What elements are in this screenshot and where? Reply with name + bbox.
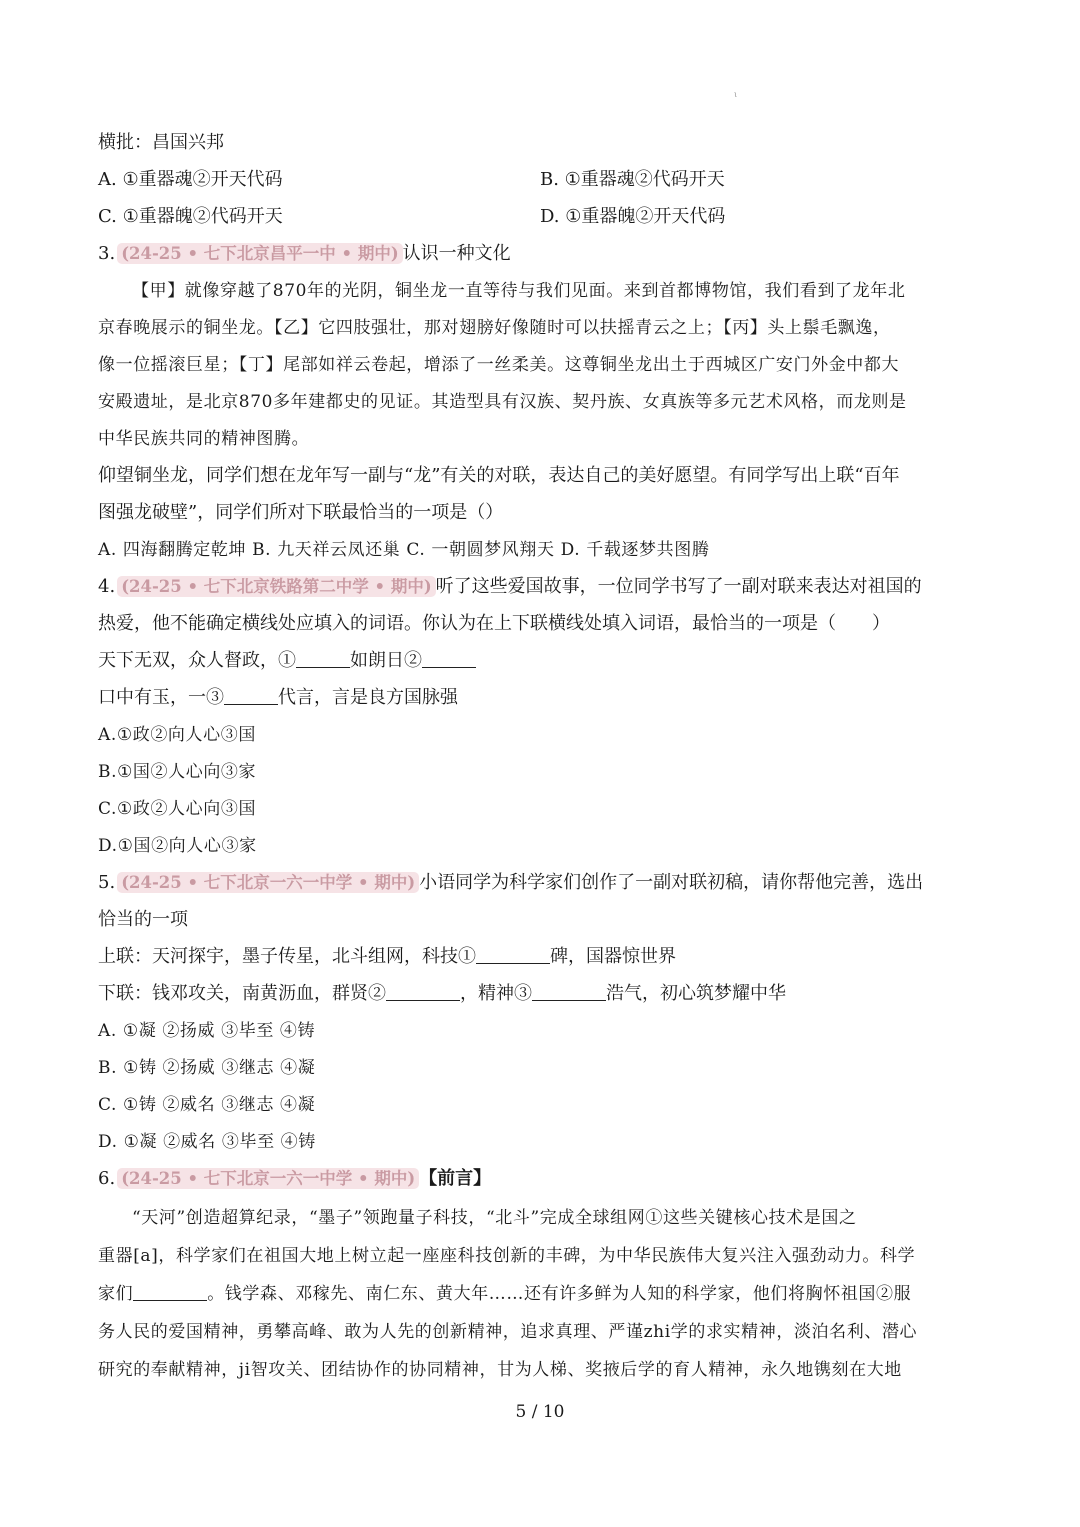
q3-passage-line: 中华民族共同的精神图腾。: [98, 429, 310, 449]
q3-passage-line: 像一位摇滚巨星；【丁】尾部如祥云卷起，增添了一丝柔美。这尊铜坐龙出土于西城区广安门外金中都大: [98, 355, 900, 375]
q4-lower-text-2: 代言，言是良方国脉强: [278, 687, 458, 708]
answer-blank: [532, 982, 606, 1001]
q4-option-a: A.①政②向人心③国: [98, 725, 256, 745]
q4-number: 4.: [98, 576, 116, 597]
q5-upper-couplet: [98, 945, 988, 969]
q5-source-tag: (24-25 • 七下北京一六一中学 • 期中): [117, 872, 419, 893]
q3-passage-line: 【甲】就像穿越了870年的光阴，铜坐龙一直等待与我们见面。来到首都博物馆，我们看到了龙年北: [132, 281, 906, 301]
q5-stem-1: 小语同学为科学家们创作了一副对联初稿，请你帮他完善，选出: [419, 872, 924, 893]
q3-source-tag: (24-25 • 七下北京昌平一中 • 期中): [117, 243, 402, 264]
q4-upper-text-2: 如朗日②: [350, 650, 422, 671]
answer-blank: [296, 649, 350, 668]
q5-option-a: A. ①凝 ②扬威 ③毕至 ④铸: [98, 1021, 316, 1041]
q5-stem-2: 恰当的一项: [98, 909, 188, 930]
q5-number: 5.: [98, 872, 116, 893]
q3-header: [98, 242, 988, 266]
q3-passage-line: 安殿遗址，是北京870多年建都史的见证。其造型具有汉族、契丹族、女真族等多元艺术风格，而龙则是: [98, 392, 907, 412]
answer-blank: [422, 649, 476, 668]
q3-options: A. 四海翻腾定乾坤 B. 九天祥云凤还巢 C. 一朝圆梦风翔天 D. 千载逐梦共图腾: [98, 540, 710, 560]
q2-option-d: D. ①重器魄②开天代码: [540, 206, 726, 227]
q6-passage-line-blank: [98, 1282, 988, 1306]
page-number: 5 / 10: [515, 1402, 565, 1422]
q4-option-c: C.①政②人心向③国: [98, 799, 257, 819]
q5-lower-text-3: 浩气，初心筑梦耀中华: [606, 983, 786, 1004]
q5-lower-couplet: [98, 982, 988, 1006]
q5-option-b: B. ①铸 ②扬威 ③继志 ④凝: [98, 1058, 316, 1078]
q4-source-tag: (24-25 • 七下北京铁路第二中学 • 期中): [117, 576, 435, 597]
q6-number: 6.: [98, 1168, 116, 1189]
q3-stem-line: 图强龙破壁”，同学们所对下联最恰当的一项是（）: [98, 502, 504, 523]
q5-upper-text-2: 碑，国器惊世界: [550, 946, 676, 967]
answer-blank: [224, 686, 278, 705]
q6-header: [98, 1167, 988, 1191]
q4-header: [98, 575, 988, 599]
q5-lower-text-2: ，精神③: [460, 983, 532, 1004]
q5-header: [98, 871, 988, 895]
q5-upper-text: 上联：天河探宇，墨子传星，北斗组网，科技①: [98, 946, 476, 967]
q4-couplet-upper: [98, 649, 988, 673]
q3-stem-line: 仰望铜坐龙，同学们想在龙年写一副与“龙”有关的对联，表达自己的美好愿望。有同学写出上联“百年: [98, 465, 900, 486]
q3-passage-line: 京春晚展示的铜坐龙。【乙】它四肢强壮，那对翅膀好像随时可以扶摇青云之上；【丙】头上鬃毛飘逸，: [98, 318, 891, 338]
q4-lower-text: 口中有玉，一③: [98, 687, 224, 708]
q5-lower-text: 下联：钱邓攻关，南黄沥血，群贤②: [98, 983, 386, 1004]
q2-option-a: A. ①重器魂②开天代码: [98, 169, 283, 190]
q2-hengpi: 横批：昌国兴邦: [98, 132, 224, 153]
q6-source-tag: (24-25 • 七下北京一六一中学 • 期中): [117, 1168, 419, 1189]
answer-blank: [476, 945, 550, 964]
q2-option-c: C. ①重器魄②代码开天: [98, 206, 283, 227]
q4-stem-1: 听了这些爱国故事，一位同学书写了一副对联来表达对祖国的: [435, 576, 922, 597]
q4-option-b: B.①国②人心向③家: [98, 762, 257, 782]
q4-option-d: D.①国②向人心③家: [98, 836, 257, 856]
q6-passage-line: “天河”创造超算纪录，“墨子”领跑量子科技，“北斗”完成全球组网①这些关键核心技术是国之: [132, 1208, 857, 1228]
q6-passage-line: 重器[a]，科学家们在祖国大地上树立起一座座科技创新的丰碑，为中华民族伟大复兴注入强劲动力。科学: [98, 1246, 916, 1266]
page-mark: ι: [734, 90, 738, 99]
q4-stem-2: 热爱，他不能确定横线处应填入的词语。你认为在上下联横线处填入词语，最恰当的一项是（ ）: [98, 613, 890, 634]
q3-number: 3.: [98, 243, 116, 264]
q5-option-c: C. ①铸 ②威名 ③继志 ④凝: [98, 1095, 316, 1115]
q4-upper-text: 天下无双，众人督政，①: [98, 650, 296, 671]
q5-option-d: D. ①凝 ②威名 ③毕至 ④铸: [98, 1132, 316, 1152]
q3-title: 认识一种文化: [402, 243, 511, 264]
q2-option-b: B. ①重器魂②代码开天: [540, 169, 725, 190]
q6-passage-line: 务人民的爱国精神，勇攀高峰、敢为人先的创新精神，追求真理、严谨zhi学的求实精神，淡泊名利、潜心: [98, 1322, 918, 1342]
answer-blank: [133, 1282, 207, 1301]
answer-blank: [386, 982, 460, 1001]
q6-title: 【前言】: [419, 1168, 492, 1189]
q6-line3-text-2: 。钱学森、邓稼先、南仁东、黄大年……还有许多鲜为人知的科学家，他们将胸怀祖国②服: [207, 1284, 912, 1304]
q4-couplet-lower: [98, 686, 988, 710]
q6-passage-line: 研究的奉献精神，ji智攻关、团结协作的协同精神，甘为人梯、奖掖后学的育人精神，永久地镌刻在大地: [98, 1360, 902, 1380]
q6-line3-text: 家们: [98, 1284, 134, 1304]
